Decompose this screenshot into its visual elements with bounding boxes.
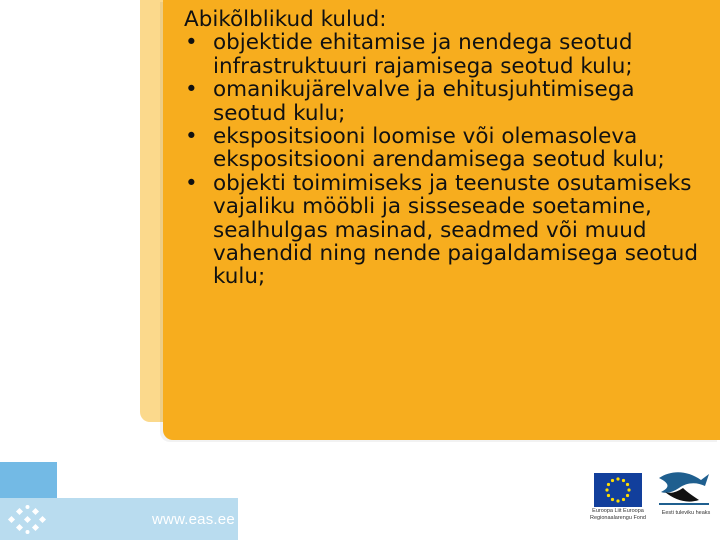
list-item: [184, 31, 714, 78]
estonia-caption: Eesti tuleviku heaks: [661, 510, 711, 516]
eu-star-icon: [622, 498, 625, 501]
estonia-swallow-icon: [657, 470, 711, 510]
eu-caption: Euroopa Liit Euroopa Regionaalarengu Fond: [590, 508, 646, 521]
list-item: [184, 172, 714, 289]
eu-star-icon: [611, 498, 614, 501]
eu-star-icon: [626, 483, 629, 486]
bullet-marker: •: [185, 30, 198, 56]
eu-star-icon: [611, 479, 614, 482]
slide-content: [184, 8, 714, 289]
eu-star-icon: [622, 479, 625, 482]
website-url[interactable]: www.eas.ee: [152, 511, 235, 528]
list-item-text: omanikujärelvalve ja ehitusjuhtimisega seotud kulu;: [213, 77, 635, 126]
eu-flag-icon: [594, 473, 642, 507]
eas-logo-icon: [6, 503, 48, 537]
list-item-text: objektide ehitamise ja nendega seotud infrastruktuuri rajamisega seotud kulu;: [213, 30, 633, 79]
bullet-marker: •: [185, 170, 198, 196]
list-item-text: objekti toimimiseks ja teenuste osutamiseks vajaliku mööbli ja sisseseade soetamine, sealhulgas masinad, seadmed või muud vahendid ning nende paigaldamisega seotud kulu;: [213, 170, 699, 290]
list-item-text: ekspositsiooni loomise või olemasoleva ekspositsiooni arendamisega seotud kulu;: [213, 124, 665, 173]
eu-star-icon: [605, 488, 608, 491]
list-item: [184, 78, 714, 125]
eu-star-icon: [616, 477, 619, 480]
eu-star-icon: [607, 494, 610, 497]
eu-star-icon: [607, 483, 610, 486]
slide-heading: Abikõlblikud kulud:: [184, 7, 387, 32]
list-item: [184, 125, 714, 172]
bullet-marker: •: [185, 124, 198, 150]
eu-star-icon: [626, 494, 629, 497]
eu-star-icon: [616, 499, 619, 502]
bullet-marker: •: [185, 77, 198, 103]
bullet-list: [184, 31, 714, 288]
eu-star-icon: [627, 488, 630, 491]
